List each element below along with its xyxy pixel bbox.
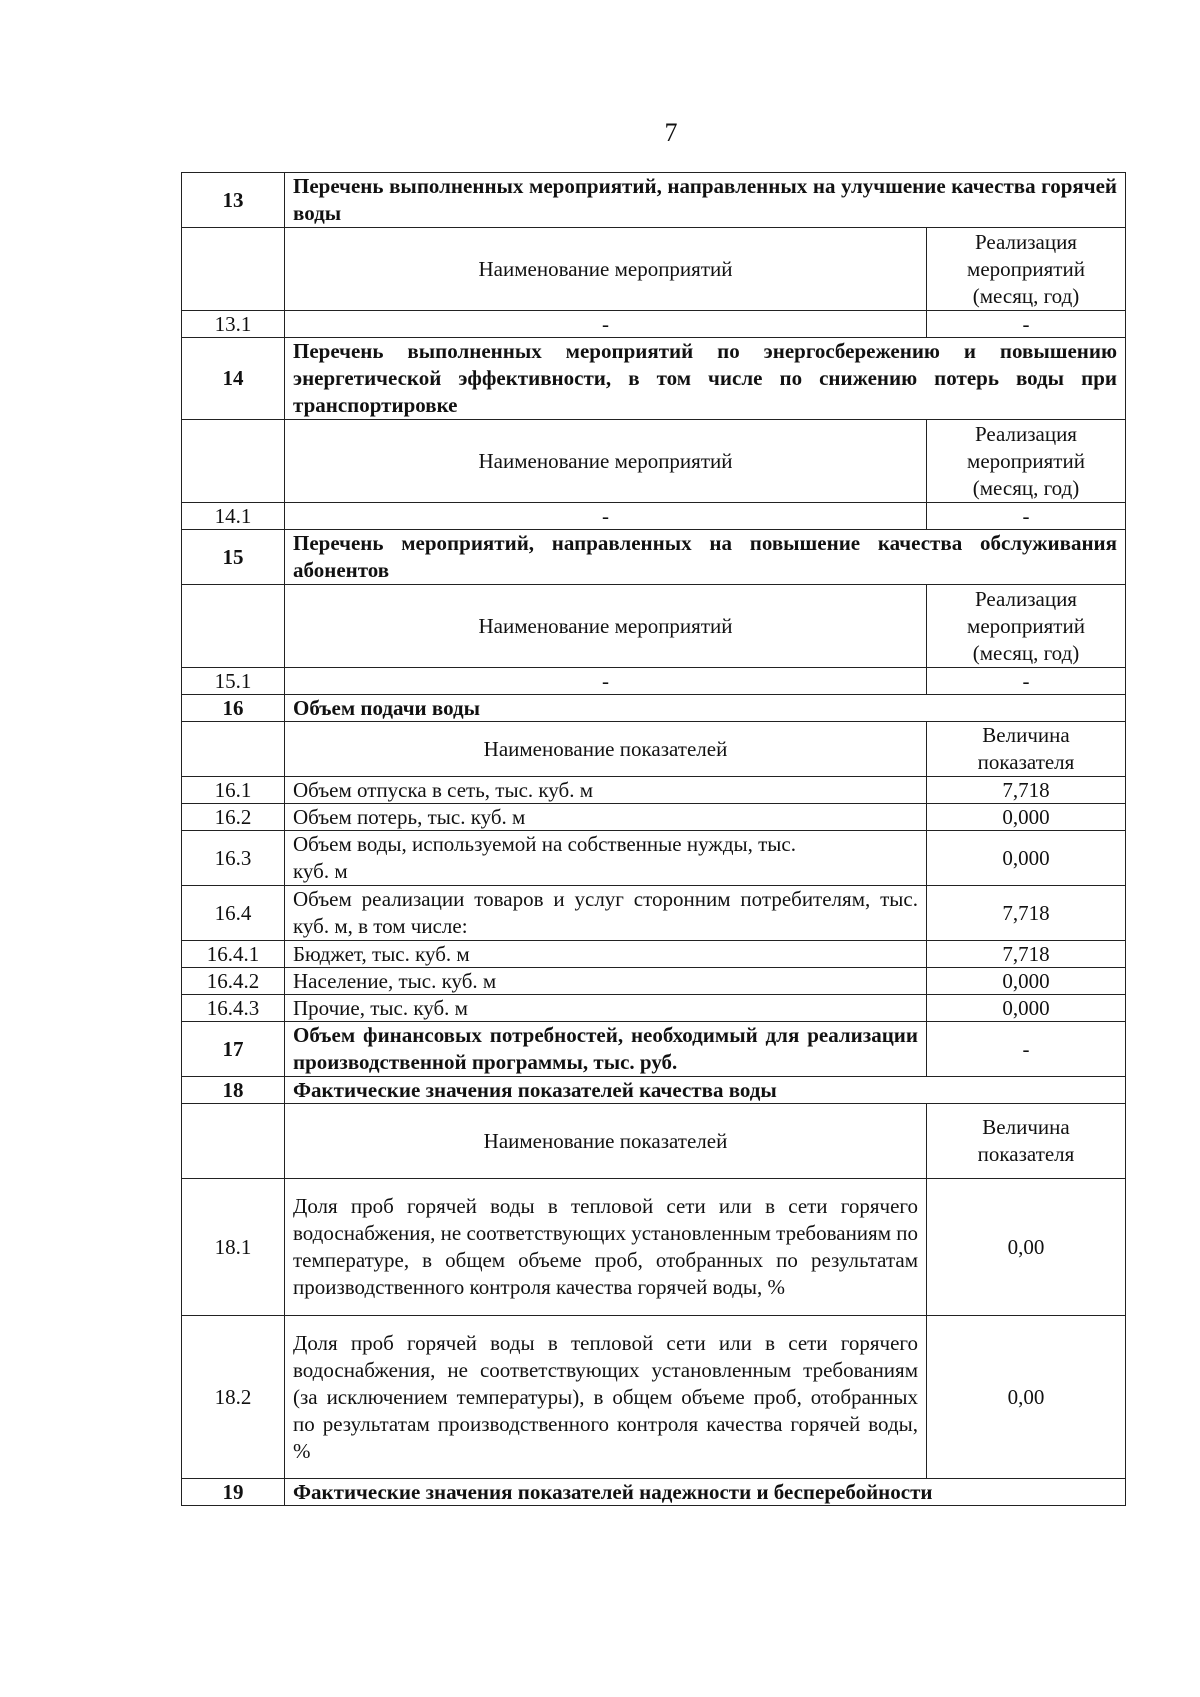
section-14-header <box>182 338 1126 420</box>
section-title: Фактические значения показателей надежности и бесперебойности <box>285 1479 1126 1506</box>
empty-cell <box>182 228 285 311</box>
row-value: 0,000 <box>927 831 1126 886</box>
empty-cell <box>182 722 285 777</box>
section-13-column-header <box>182 228 1126 311</box>
section-15-header <box>182 530 1126 585</box>
table-row <box>182 968 1126 995</box>
section-18-header <box>182 1077 1126 1104</box>
row-number: 15.1 <box>182 668 285 695</box>
row-number: 16.4.2 <box>182 968 285 995</box>
column-header-value: Величина показателя <box>927 722 1126 777</box>
row-value: - <box>927 503 1126 530</box>
section-19-header <box>182 1479 1126 1506</box>
row-name: Объем отпуска в сеть, тыс. куб. м <box>285 777 927 804</box>
table-row <box>182 804 1126 831</box>
section-title: Объем финансовых потребностей, необходимый для реализации производственной программы, тыс. руб. <box>285 1022 927 1077</box>
row-number: 16.1 <box>182 777 285 804</box>
section-15-column-header <box>182 585 1126 668</box>
page-number: 7 <box>664 118 678 147</box>
section-16-header <box>182 695 1126 722</box>
empty-cell <box>182 1104 285 1179</box>
section-17-header <box>182 1022 1126 1077</box>
section-value: - <box>927 1022 1126 1077</box>
row-value: 7,718 <box>927 777 1126 804</box>
row-number: 16.4.3 <box>182 995 285 1022</box>
section-title: Перечень выполненных мероприятий, направленных на улучшение качества горячей воды <box>285 173 1126 228</box>
row-value: 0,00 <box>927 1316 1126 1479</box>
row-number: 16.3 <box>182 831 285 886</box>
row-value: 0,000 <box>927 968 1126 995</box>
empty-cell <box>182 585 285 668</box>
section-14-column-header <box>182 420 1126 503</box>
section-16-column-header <box>182 722 1126 777</box>
row-name: Население, тыс. куб. м <box>285 968 927 995</box>
row-name: Доля проб горячей воды в тепловой сети или в сети горячего водоснабжения, не соответствующих установленным требованиям (за исключением температуры), в общем объеме проб, отобранных по результатам производственного контроля качества горячей воды, % <box>285 1316 927 1479</box>
row-number: 18.1 <box>182 1179 285 1316</box>
section-number: 18 <box>182 1077 285 1104</box>
row-name: - <box>285 503 927 530</box>
row-number: 13.1 <box>182 311 285 338</box>
row-name: Объем реализации товаров и услуг сторонним потребителям, тыс. куб. м, в том числе: <box>285 886 927 941</box>
table-row <box>182 503 1126 530</box>
production-program-table <box>181 172 1126 1506</box>
section-number: 16 <box>182 695 285 722</box>
table-row <box>182 777 1126 804</box>
section-title: Перечень выполненных мероприятий по энергосбережению и повышению энергетической эффективности, в том числе по снижению потерь воды при транспортировке <box>285 338 1126 420</box>
row-number: 16.4 <box>182 886 285 941</box>
row-name: Доля проб горячей воды в тепловой сети или в сети горячего водоснабжения, не соответствующих установленным требованиям по температуре, в общем объеме проб, отобранных по результатам производственного контроля качества горячей воды, % <box>285 1179 927 1316</box>
table-row <box>182 1316 1126 1479</box>
row-name: Бюджет, тыс. куб. м <box>285 941 927 968</box>
column-header-name: Наименование мероприятий <box>285 420 927 503</box>
row-number: 18.2 <box>182 1316 285 1479</box>
column-header-name: Наименование мероприятий <box>285 585 927 668</box>
row-number: 16.4.1 <box>182 941 285 968</box>
row-value: - <box>927 311 1126 338</box>
column-header-value: Величина показателя <box>927 1104 1126 1179</box>
table-row <box>182 1179 1126 1316</box>
row-name: - <box>285 668 927 695</box>
row-value: - <box>927 668 1126 695</box>
row-name: Прочие, тыс. куб. м <box>285 995 927 1022</box>
table-row <box>182 311 1126 338</box>
section-title: Фактические значения показателей качества воды <box>285 1077 1126 1104</box>
row-name: Объем потерь, тыс. куб. м <box>285 804 927 831</box>
row-number: 14.1 <box>182 503 285 530</box>
row-value: 7,718 <box>927 886 1126 941</box>
column-header-implementation: Реализация мероприятий (месяц, год) <box>927 420 1126 503</box>
column-header-name: Наименование показателей <box>285 722 927 777</box>
section-18-column-header <box>182 1104 1126 1179</box>
row-value: 0,000 <box>927 995 1126 1022</box>
table-row <box>182 831 1126 886</box>
empty-cell <box>182 420 285 503</box>
column-header-implementation: Реализация мероприятий (месяц, год) <box>927 585 1126 668</box>
table-row <box>182 668 1126 695</box>
section-number: 15 <box>182 530 285 585</box>
section-number: 13 <box>182 173 285 228</box>
table-row <box>182 995 1126 1022</box>
row-name: Объем воды, используемой на собственные нужды, тыс. куб. м <box>285 831 927 886</box>
section-number: 14 <box>182 338 285 420</box>
section-number: 19 <box>182 1479 285 1506</box>
row-value: 0,00 <box>927 1179 1126 1316</box>
column-header-name: Наименование показателей <box>285 1104 927 1179</box>
row-value: 0,000 <box>927 804 1126 831</box>
column-header-name: Наименование мероприятий <box>285 228 927 311</box>
row-name: - <box>285 311 927 338</box>
row-number: 16.2 <box>182 804 285 831</box>
section-13-header <box>182 173 1126 228</box>
table-row <box>182 941 1126 968</box>
section-title: Объем подачи воды <box>285 695 1126 722</box>
column-header-implementation: Реализация мероприятий (месяц, год) <box>927 228 1126 311</box>
section-number: 17 <box>182 1022 285 1077</box>
table-row <box>182 886 1126 941</box>
section-title: Перечень мероприятий, направленных на повышение качества обслуживания абонентов <box>285 530 1126 585</box>
row-value: 7,718 <box>927 941 1126 968</box>
